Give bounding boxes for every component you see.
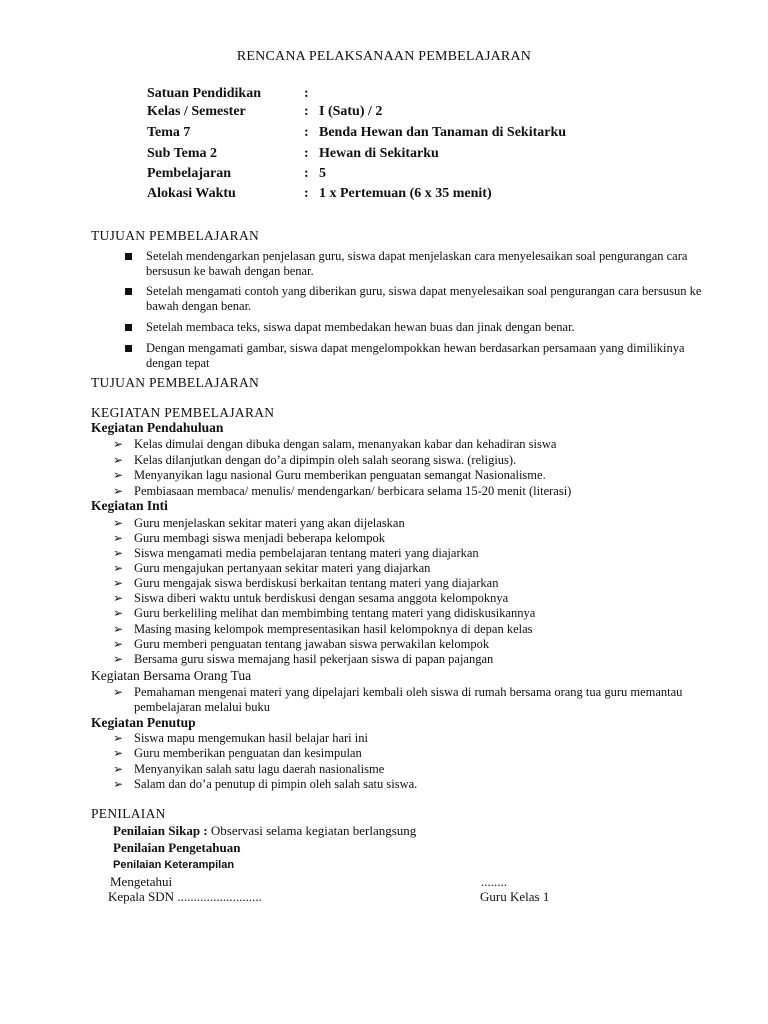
arrow-bullet-icon: ➢ [113,685,124,699]
identity-colon: : [304,146,309,161]
arrow-bullet-icon: ➢ [113,652,124,666]
arrow-bullet-icon: ➢ [113,637,124,651]
identity-label: Alokasi Waktu [147,186,236,201]
identity-value: I (Satu) / 2 [319,104,383,119]
arrow-bullet-icon: ➢ [113,731,124,745]
document-title: RENCANA PELAKSANAAN PEMBELAJARAN [236,49,532,64]
section-heading-tujuan-2: TUJUAN PEMBELAJARAN [91,375,260,390]
subheading-orang-tua: Kegiatan Bersama Orang Tua [91,668,252,683]
arrow-bullet-icon: ➢ [113,516,124,530]
arrow-bullet-icon: ➢ [113,576,124,590]
identity-label: Pembelajaran [147,166,231,181]
penilaian-keterampilan: Penilaian Keterampilan [113,859,235,871]
signature-left-line1: Mengetahui [110,874,173,889]
identity-value: Benda Hewan dan Tanaman di Sekitarku [319,125,567,140]
subheading-pendahuluan: Kegiatan Pendahuluan [91,420,224,435]
square-bullet-icon [125,253,132,260]
signature-left-line2: Kepala SDN .......................... [108,889,262,904]
arrow-bullet-icon: ➢ [113,453,124,467]
section-heading-tujuan: TUJUAN PEMBELAJARAN [91,228,260,243]
section-heading-penilaian: PENILAIAN [91,806,166,821]
identity-label: Satuan Pendidikan [147,86,261,101]
signature-right-line2: Guru Kelas 1 [480,889,550,904]
identity-colon: : [304,166,309,181]
subheading-penutup: Kegiatan Penutup [91,715,196,730]
arrow-bullet-icon: ➢ [113,468,124,482]
identity-value: 5 [319,166,326,181]
arrow-bullet-icon: ➢ [113,561,124,575]
identity-label: Sub Tema 2 [147,146,218,161]
identity-colon: : [304,86,309,101]
section-heading-kegiatan: KEGIATAN PEMBELAJARAN [91,405,275,420]
identity-colon: : [304,186,309,201]
penilaian-pengetahuan: Penilaian Pengetahuan [113,840,241,855]
penilaian-sikap-label: Penilaian Sikap : [113,823,208,838]
square-bullet-icon [125,324,132,331]
arrow-bullet-icon: ➢ [113,591,124,605]
signature-right-line1: ........ [481,874,507,889]
identity-colon: : [304,104,309,119]
penilaian-sikap-value: Observasi selama kegiatan berlangsung [207,823,417,838]
subheading-inti: Kegiatan Inti [91,498,168,513]
penilaian-sikap [113,823,416,839]
identity-label: Tema 7 [147,125,191,140]
identity-value: 1 x Pertemuan (6 x 35 menit) [319,186,492,201]
identity-value: Hewan di Sekitarku [319,146,439,161]
document-page: RENCANA PELAKSANAAN PEMBELAJARAN Satuan Pendidikan : Kelas / Semester : I (Satu) / 2 Tema 7 : Benda Hewan dan Tanaman di Sekitarku Sub Tema 2 : Hewan di Sekitarku Pembelajaran : 5 Alokasi Waktu : 1 x Pertemuan (6 x 35 menit) TUJUAN PEMBELAJARAN Setelah mendengarkan penjelasan guru, siswa dapat menjelaskan cara menyelesaikan soal pengurangan cara bersusun ke bawah dengan benar. Setelah mengamati contoh yang diberikan guru, siswa dapat menyelesaikan soal pengurangan cara bersusun ke bawah dengan benar. Setelah membaca teks, siswa dapat membedakan hewan buas dan jinak dengan benar. Dengan mengamati gambar, siswa dapat mengelompokkan hewan berdasarkan persamaan yang dimilikinya dengan tepat TUJUAN PEMBELAJARAN KEGIATAN PEMBELAJARAN Kegiatan Pendahuluan ➢ Kelas dimulai dengan dibuka dengan salam, menanyakan kabar dan kehadiran siswa ➢ Kelas dilanjutkan dengan do’a dipimpin oleh salah seorang siswa. (religius). ➢ Menyanyikan lagu nasional Guru memberikan penguatan semangat Nasionalisme. ➢ Pembiasaan membaca/ menulis/ mendengarkan/ berbicara selama 15-20 menit (literasi) Kegiatan Inti ➢ Guru menjelaskan sekitar materi yang akan dijelaskan ➢ Guru membagi siswa menjadi beberapa kelompok ➢ Siswa mengamati media pembelajaran tentang materi yang diajarkan ➢ Guru mengajukan pertanyaan sekitar materi yang diajarkan ➢ Guru mengajak siswa berdiskusi berkaitan tentang materi yang diajarkan ➢ Siswa diberi waktu untuk berdiskusi dengan sesama anggota kelompoknya ➢ Guru berkeliling melihat dan membimbing tentang materi yang didiskusikannya ➢ Masing masing kelompok mempresentasikan hasil kelompoknya di depan kelas ➢ Guru memberi penguatan tentang jawaban siswa perwakilan kelompok ➢ Bersama guru siswa memajang hasil pekerjaan siswa di papan pajangan Kegiatan Bersama Orang Tua ➢ Pemahaman mengenai materi yang dipelajari kembali oleh siswa di rumah bersama orang tua guru memantau pembelajaran melalui buku Kegiatan Penutup ➢ Siswa mapu mengemukan hasil belajar hari ini ➢ Guru memberikan penguatan dan kesimpulan ➢ Menyanyikan salah satu lagu daerah nasionalisme ➢ Salam dan do’a penutup di pimpin oleh salah satu siswa. PENILAIAN Penilaian Sikap : Observasi selama kegiatan berlangsung Penilaian Pengetahuan Penilaian Keterampilan Mengetahui Kepala SDN .......................... ........ Guru Kelas 1 [0,0,768,1024]
identity-label: Kelas / Semester [147,104,246,119]
identity-colon: : [304,125,309,140]
arrow-bullet-icon: ➢ [113,437,124,451]
square-bullet-icon [125,345,132,352]
arrow-bullet-icon: ➢ [113,762,124,776]
arrow-bullet-icon: ➢ [113,606,124,620]
square-bullet-icon [125,288,132,295]
arrow-bullet-icon: ➢ [113,746,124,760]
arrow-bullet-icon: ➢ [113,546,124,560]
arrow-bullet-icon: ➢ [113,622,124,636]
arrow-bullet-icon: ➢ [113,531,124,545]
arrow-bullet-icon: ➢ [113,484,124,498]
arrow-bullet-icon: ➢ [113,777,124,791]
